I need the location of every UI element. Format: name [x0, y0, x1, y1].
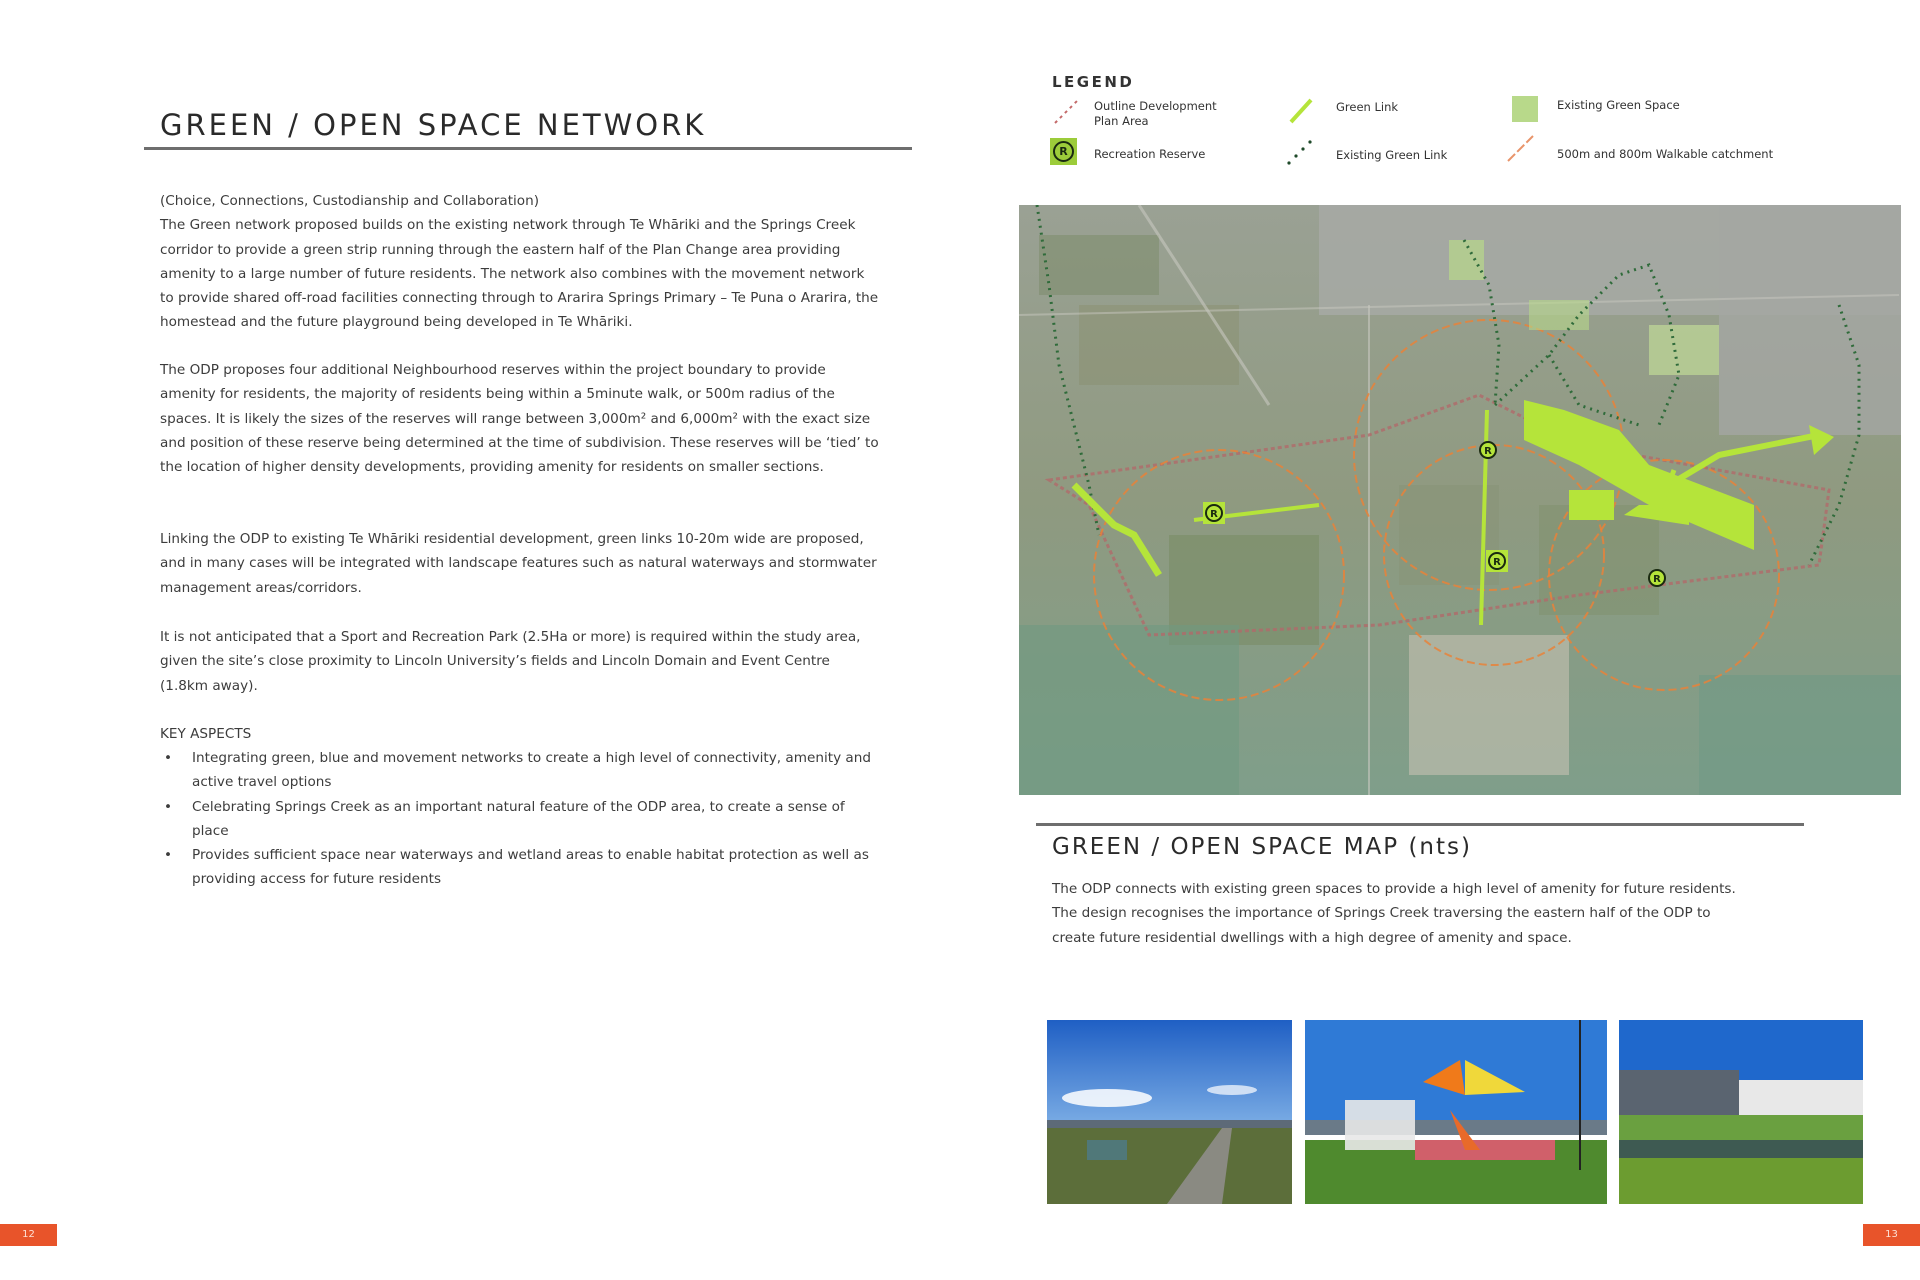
- legend-item-outline-plan: Outline Development Plan Area: [1094, 99, 1217, 128]
- creek-path-photo: [1047, 1020, 1292, 1204]
- recreation-reserve-marker: [1486, 550, 1508, 572]
- aerial-map-graphic: [1019, 205, 1901, 795]
- svg-text:R: R: [1493, 557, 1501, 568]
- list-item: • Integrating green, blue and movement networks to create a high level of connectivity, amenity and active travel options: [160, 746, 880, 795]
- dashed-orange-line-icon: [1505, 133, 1535, 163]
- green-line-icon: [1286, 96, 1316, 126]
- paragraph-4: It is not anticipated that a Sport and Recreation Park (2.5Ha or more) is required within the study area, given the site’s close proximity to Lincoln University’s fields and Lincoln Domain and Event Centre (1.8km away).: [160, 629, 861, 694]
- recreation-reserve-marker: [1203, 502, 1225, 524]
- green-space-map: [1019, 205, 1901, 795]
- recreation-reserve-marker: [1480, 442, 1496, 458]
- legend-item-green-link: Green Link: [1336, 100, 1399, 114]
- legend-title: LEGEND: [1052, 73, 1135, 91]
- svg-text:R: R: [1210, 509, 1218, 520]
- subtitle: (Choice, Connections, Custodianship and Collaboration): [160, 193, 540, 209]
- title-divider: [144, 147, 912, 150]
- recreation-reserve-icon: R: [1050, 138, 1077, 165]
- paragraph-2: The ODP proposes four additional Neighbourhood reserves within the project boundary to provide amenity for residents, the majority of residents being within a 5minute walk, or 500m radius of the spaces. It is likely the sizes of the reserves will range between 3,000m² and 6,000m² with the exact size and position of these reserve being determined at the time of subdivision. These reserves will be ‘tied’ to the location of higher density developments, providing amenity for residents on smaller sections.: [160, 362, 879, 476]
- legend-item-recreation-reserve: Recreation Reserve: [1094, 147, 1206, 161]
- map-title-divider: [1036, 823, 1804, 826]
- key-aspects-heading: KEY ASPECTS: [160, 726, 252, 742]
- bullet-icon: •: [164, 750, 173, 766]
- list-item: • Provides sufficient space near waterways and wetland areas to enable habitat protection as well as providing access for future residents: [160, 843, 880, 892]
- svg-text:R: R: [1484, 446, 1492, 457]
- dotted-green-line-icon: [1284, 136, 1314, 166]
- legend-item-existing-green-link: Existing Green Link: [1336, 148, 1448, 162]
- page-title: GREEN / OPEN SPACE NETWORK: [160, 108, 707, 142]
- list-item: • Celebrating Springs Creek as an important natural feature of the ODP area, to create a sense of place: [160, 795, 880, 844]
- intro-paragraph: [160, 189, 880, 335]
- page-number-right: 13: [1863, 1224, 1920, 1246]
- svg-text:R: R: [1653, 574, 1661, 585]
- key-aspects-list: [160, 746, 880, 892]
- paragraph-3: Linking the ODP to existing Te Whāriki residential development, green links 10-20m wide are proposed, and in many cases will be integrated with landscape features such as natural waterways and stormwater management areas/corridors.: [160, 531, 877, 596]
- dashed-red-line-icon: [1052, 97, 1082, 127]
- map-description: The ODP connects with existing green spaces to provide a high level of amenity for future residents. The design recognises the importance of Springs Creek traversing the eastern half of the ODP to create future residential dwellings with a high degree of amenity and space.: [1052, 881, 1736, 946]
- paragraph-1: The Green network proposed builds on the existing network through Te Whāriki and the Springs Creek corridor to provide a green strip running through the eastern half of the Plan Change area providing amenity to a large number of future residents. The network also combines with the movement network to provide shared off-road facilities connecting through to Ararira Springs Primary – Te Puna o Ararira, the homestead and the future playground being developed in Te Whāriki.: [160, 217, 879, 331]
- green-square-icon: [1512, 96, 1538, 122]
- bullet-icon: •: [164, 847, 173, 864]
- bullet-icon: •: [164, 798, 173, 815]
- page-number-left: 12: [0, 1224, 57, 1246]
- legend-item-existing-green-space: Existing Green Space: [1557, 98, 1680, 112]
- map-title: GREEN / OPEN SPACE MAP (nts): [1052, 834, 1472, 860]
- legend-item-walkable-catchment: 500m and 800m Walkable catchment: [1557, 147, 1774, 161]
- residential-waterway-photo: [1619, 1020, 1863, 1204]
- playground-photo: [1305, 1020, 1607, 1204]
